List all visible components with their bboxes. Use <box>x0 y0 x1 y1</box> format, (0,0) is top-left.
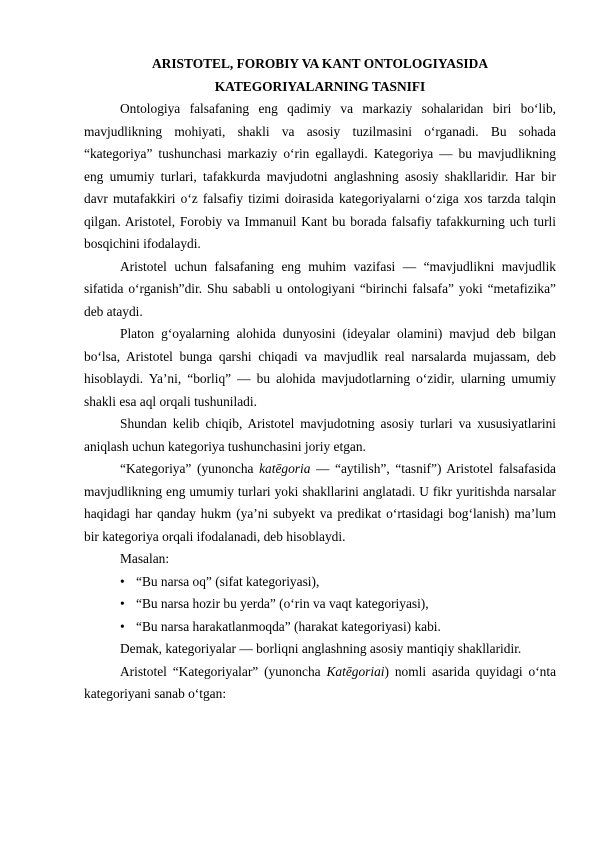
list-item-text: “Bu narsa oq” (sifat kategoriyasi), <box>136 573 320 589</box>
bullet-icon: • <box>120 596 125 611</box>
bullet-icon: • <box>120 618 125 634</box>
example-list <box>84 571 556 639</box>
list-item <box>84 593 556 616</box>
bullet-icon: • <box>120 573 125 589</box>
paragraph-5 <box>84 458 556 548</box>
list-item-text: “Bu narsa hozir bu yerda” (o‘rin va vaqt kategoriyasi), <box>136 596 429 611</box>
paragraph-8-start: Aristotel “Kategoriyalar” (yunoncha <box>120 663 327 679</box>
paragraph-7: Demak, kategoriyalar — borliqni anglashning asosiy mantiqiy shakllaridir. <box>120 641 522 656</box>
paragraph-8 <box>84 661 556 706</box>
title-line-2: KATEGORIYALARNING TASNIFI <box>214 78 426 94</box>
paragraph-3: Platon g‘oyalarning alohida dunyosini (ideyalar olamini) mavjud deb bilgan bo‘lsa, Aristotel bunga qarshi chiqadi va mavjudlik real narsalarda mujassam, deb hisoblaydi. Ya’ni, “borliq” — bu alohida mavjudotlarning o‘zidir, ularning umumiy shakli esa aql orqali tushuniladi. <box>84 326 556 409</box>
paragraph-6: Masalan: <box>120 551 170 566</box>
paragraph-5-start: “Kategoriya” (yunoncha <box>120 461 260 476</box>
paragraph-8-end: ) nomli asarida quyidagi o‘nta kategoriyani sanab o‘tgan: <box>84 663 557 701</box>
document-page <box>84 53 556 706</box>
paragraph-1: Ontologiya falsafaning eng qadimiy va markaziy sohalaridan biri bo‘lib, mavjudlikning mohiyati, shakli va asosiy tuzilmasini o‘rganadi. Bu sohada “kategoriya” tushunchasi markaziy o‘rin egallaydi. Kategoriya — bu mavjudlikning eng umumiy turlari, tafakkurda mavjudotni anglashning asosiy shakllaridir. Har bir davr mutafakkiri o‘z falsafiy tizimi doirasida kategoriyalarni o‘ziga xos tarzda talqin qilgan. Aristotel, Forobiy va Immanuil Kant bu borada falsafiy tafakkurning uch turli bosqichini ifodalaydi. <box>84 101 556 251</box>
list-item-text: “Bu narsa harakatlanmoqda” (harakat kategoriyasi) kabi. <box>136 618 441 634</box>
paragraph-4: Shundan kelib chiqib, Aristotel mavjudotning asosiy turlari va xususiyatlarini aniqlash uchun kategoriya tushunchasini joriy etgan. <box>84 416 556 454</box>
list-item <box>84 616 556 639</box>
paragraph-8-italic-term: Katēgoriai <box>326 663 385 679</box>
list-item <box>84 571 556 594</box>
paragraph-5-italic-term: katēgoria <box>259 461 311 476</box>
title-line-1: ARISTOTEL, FOROBIY VA KANT ONTOLOGIYASIDA <box>152 56 488 71</box>
paragraph-5-end: — “aytilish”, “tasnif”) Aristotel falsafasida mavjudlikning eng umumiy turlari yoki shakllarini anglatadi. U fikr yuritishda narsalar haqidagi har qanday hukm (ya’ni subyekt va predikat o‘rtasidagi bog‘lanish) ma’lum bir kategoriya orqali ifodalanadi, deb hisoblaydi. <box>84 461 556 544</box>
paragraph-2: Aristotel uchun falsafaning eng muhim vazifasi — “mavjudlikni mavjudlik sifatida o‘rganish”dir. Shu sababli u ontologiyani “birinchi falsafa” yoki “metafizika” deb ataydi. <box>84 258 556 319</box>
document-title <box>84 53 556 98</box>
